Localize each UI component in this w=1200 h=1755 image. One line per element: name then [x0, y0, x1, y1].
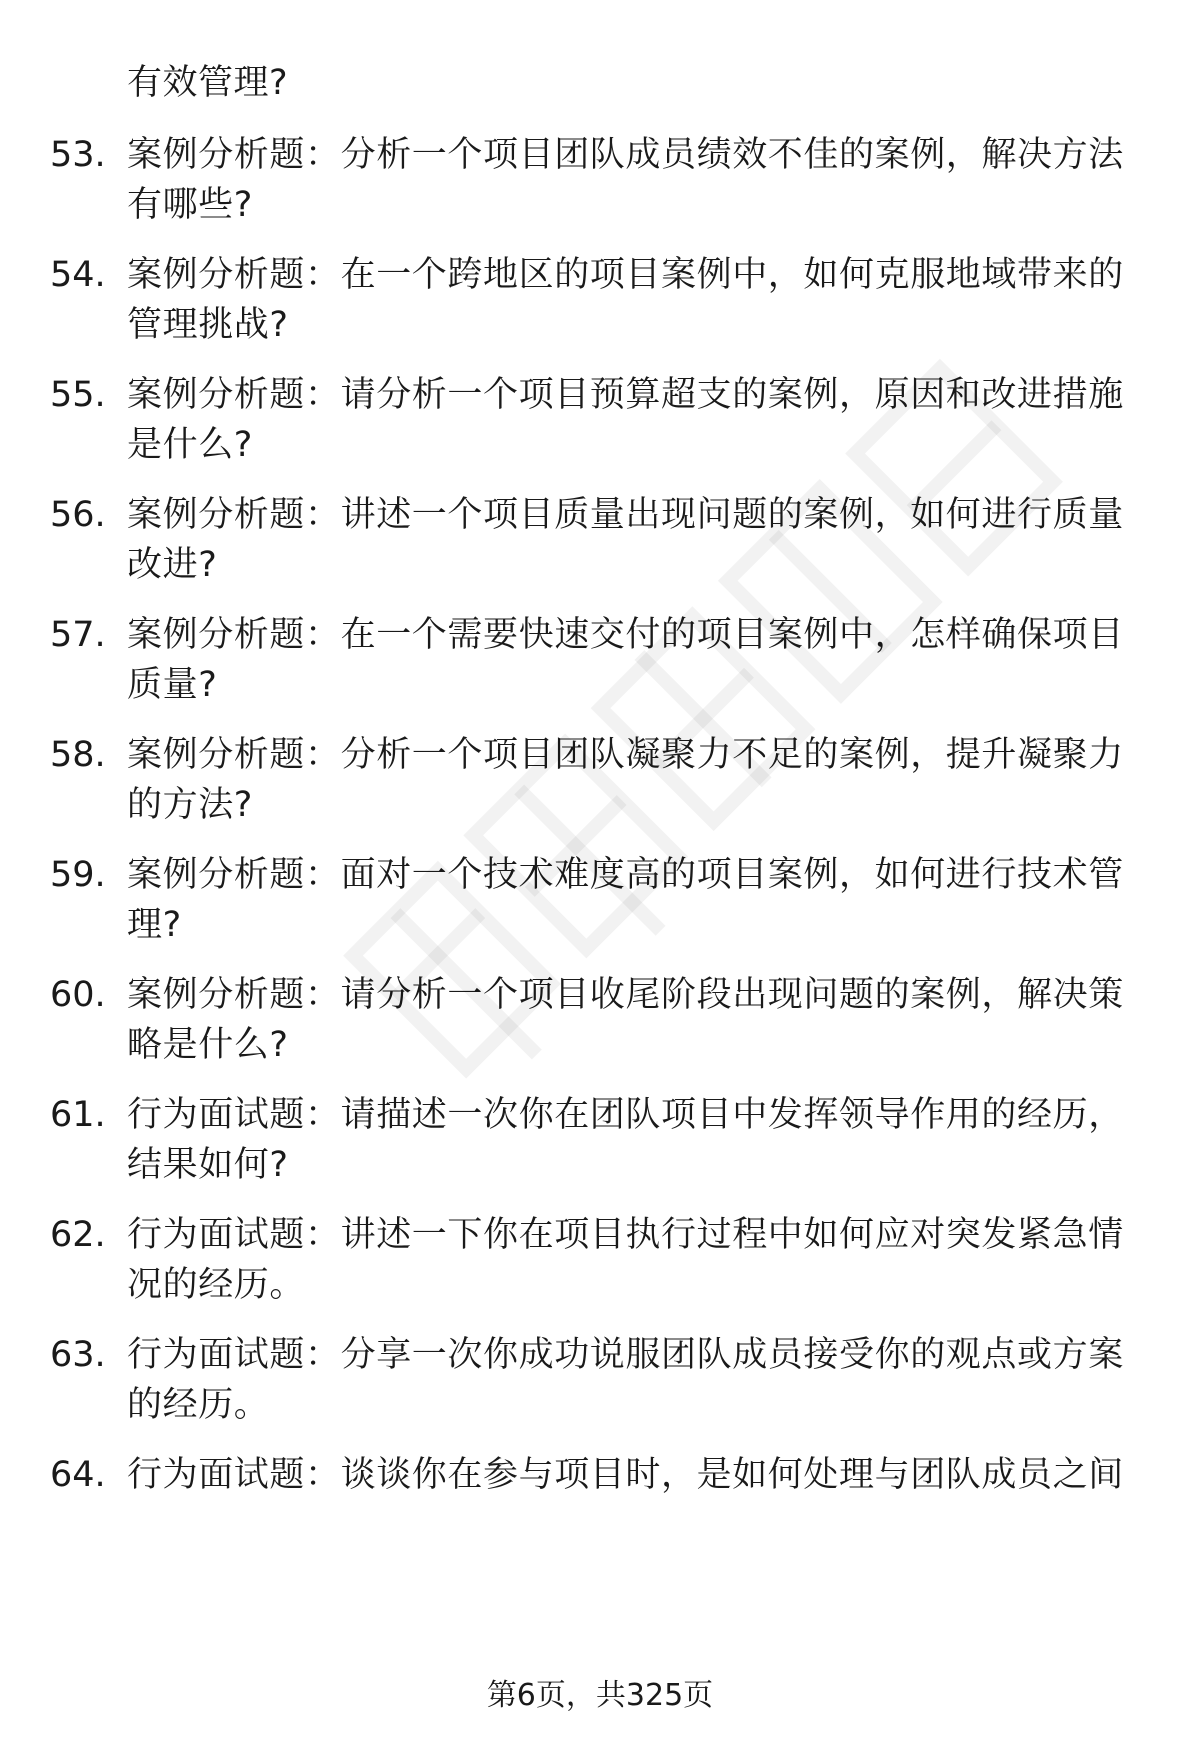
question-number: 60. [50, 975, 106, 1015]
question-line: 案例分析题：请分析一个项目收尾阶段出现问题的案例，解决策 [127, 975, 1124, 1015]
question-text [127, 370, 1137, 470]
question-number: 58. [50, 735, 106, 775]
question-number: 64. [50, 1455, 106, 1495]
question-text [127, 1330, 1137, 1430]
question-line: 行为面试题：请描述一次你在团队项目中发挥领导作用的经历， [127, 1095, 1124, 1135]
question-number: 55. [50, 375, 106, 415]
question-line: 质量? [127, 665, 218, 705]
question-line: 案例分析题：讲述一个项目质量出现问题的案例，如何进行质量 [127, 495, 1124, 535]
question-line: 行为面试题：谈谈你在参与项目时，是如何处理与团队成员之间 [127, 1455, 1124, 1495]
question-line: 管理挑战? [127, 305, 289, 345]
question-text [127, 730, 1137, 830]
question-number: 56. [50, 495, 106, 535]
question-number: 54. [50, 255, 106, 295]
question-line: 案例分析题：面对一个技术难度高的项目案例，如何进行技术管 [127, 855, 1124, 895]
question-text [127, 1450, 1137, 1500]
question-text [127, 1210, 1137, 1310]
question-text [127, 250, 1137, 350]
question-line: 是什么? [127, 425, 253, 465]
question-line: 改进? [127, 545, 218, 585]
question-line: 行为面试题：分享一次你成功说服团队成员接受你的观点或方案 [127, 1335, 1124, 1375]
question-line: 案例分析题：请分析一个项目预算超支的案例，原因和改进措施 [127, 375, 1124, 415]
question-number: 62. [50, 1215, 106, 1255]
question-line: 行为面试题：讲述一下你在项目执行过程中如何应对突发紧急情 [127, 1215, 1124, 1255]
question-number: 57. [50, 615, 106, 655]
question-line: 案例分析题：分析一个项目团队凝聚力不足的案例，提升凝聚力 [127, 735, 1124, 775]
continued-question-text: 有效管理? [127, 63, 289, 103]
question-line: 有哪些? [127, 185, 253, 225]
question-line: 案例分析题：在一个需要快速交付的项目案例中，怎样确保项目 [127, 615, 1124, 655]
question-line: 的方法? [127, 785, 253, 825]
question-line: 略是什么? [127, 1025, 289, 1065]
question-text [127, 970, 1137, 1070]
question-line: 理? [127, 905, 182, 945]
question-text [127, 1090, 1137, 1190]
question-line: 案例分析题：分析一个项目团队成员绩效不佳的案例，解决方法 [127, 135, 1124, 175]
question-number: 61. [50, 1095, 106, 1135]
question-number: 63. [50, 1335, 106, 1375]
question-text [127, 490, 1137, 590]
question-text [127, 850, 1137, 950]
question-text [127, 610, 1137, 710]
question-number: 59. [50, 855, 106, 895]
question-line: 况的经历。 [127, 1265, 306, 1305]
page-number-footer: 第6页，共325页 [486, 1678, 714, 1713]
question-number: 53. [50, 135, 106, 175]
question-line: 案例分析题：在一个跨地区的项目案例中，如何克服地域带来的 [127, 255, 1124, 295]
question-line: 结果如何? [127, 1145, 289, 1185]
question-line: 的经历。 [127, 1385, 270, 1425]
question-text [127, 130, 1137, 230]
